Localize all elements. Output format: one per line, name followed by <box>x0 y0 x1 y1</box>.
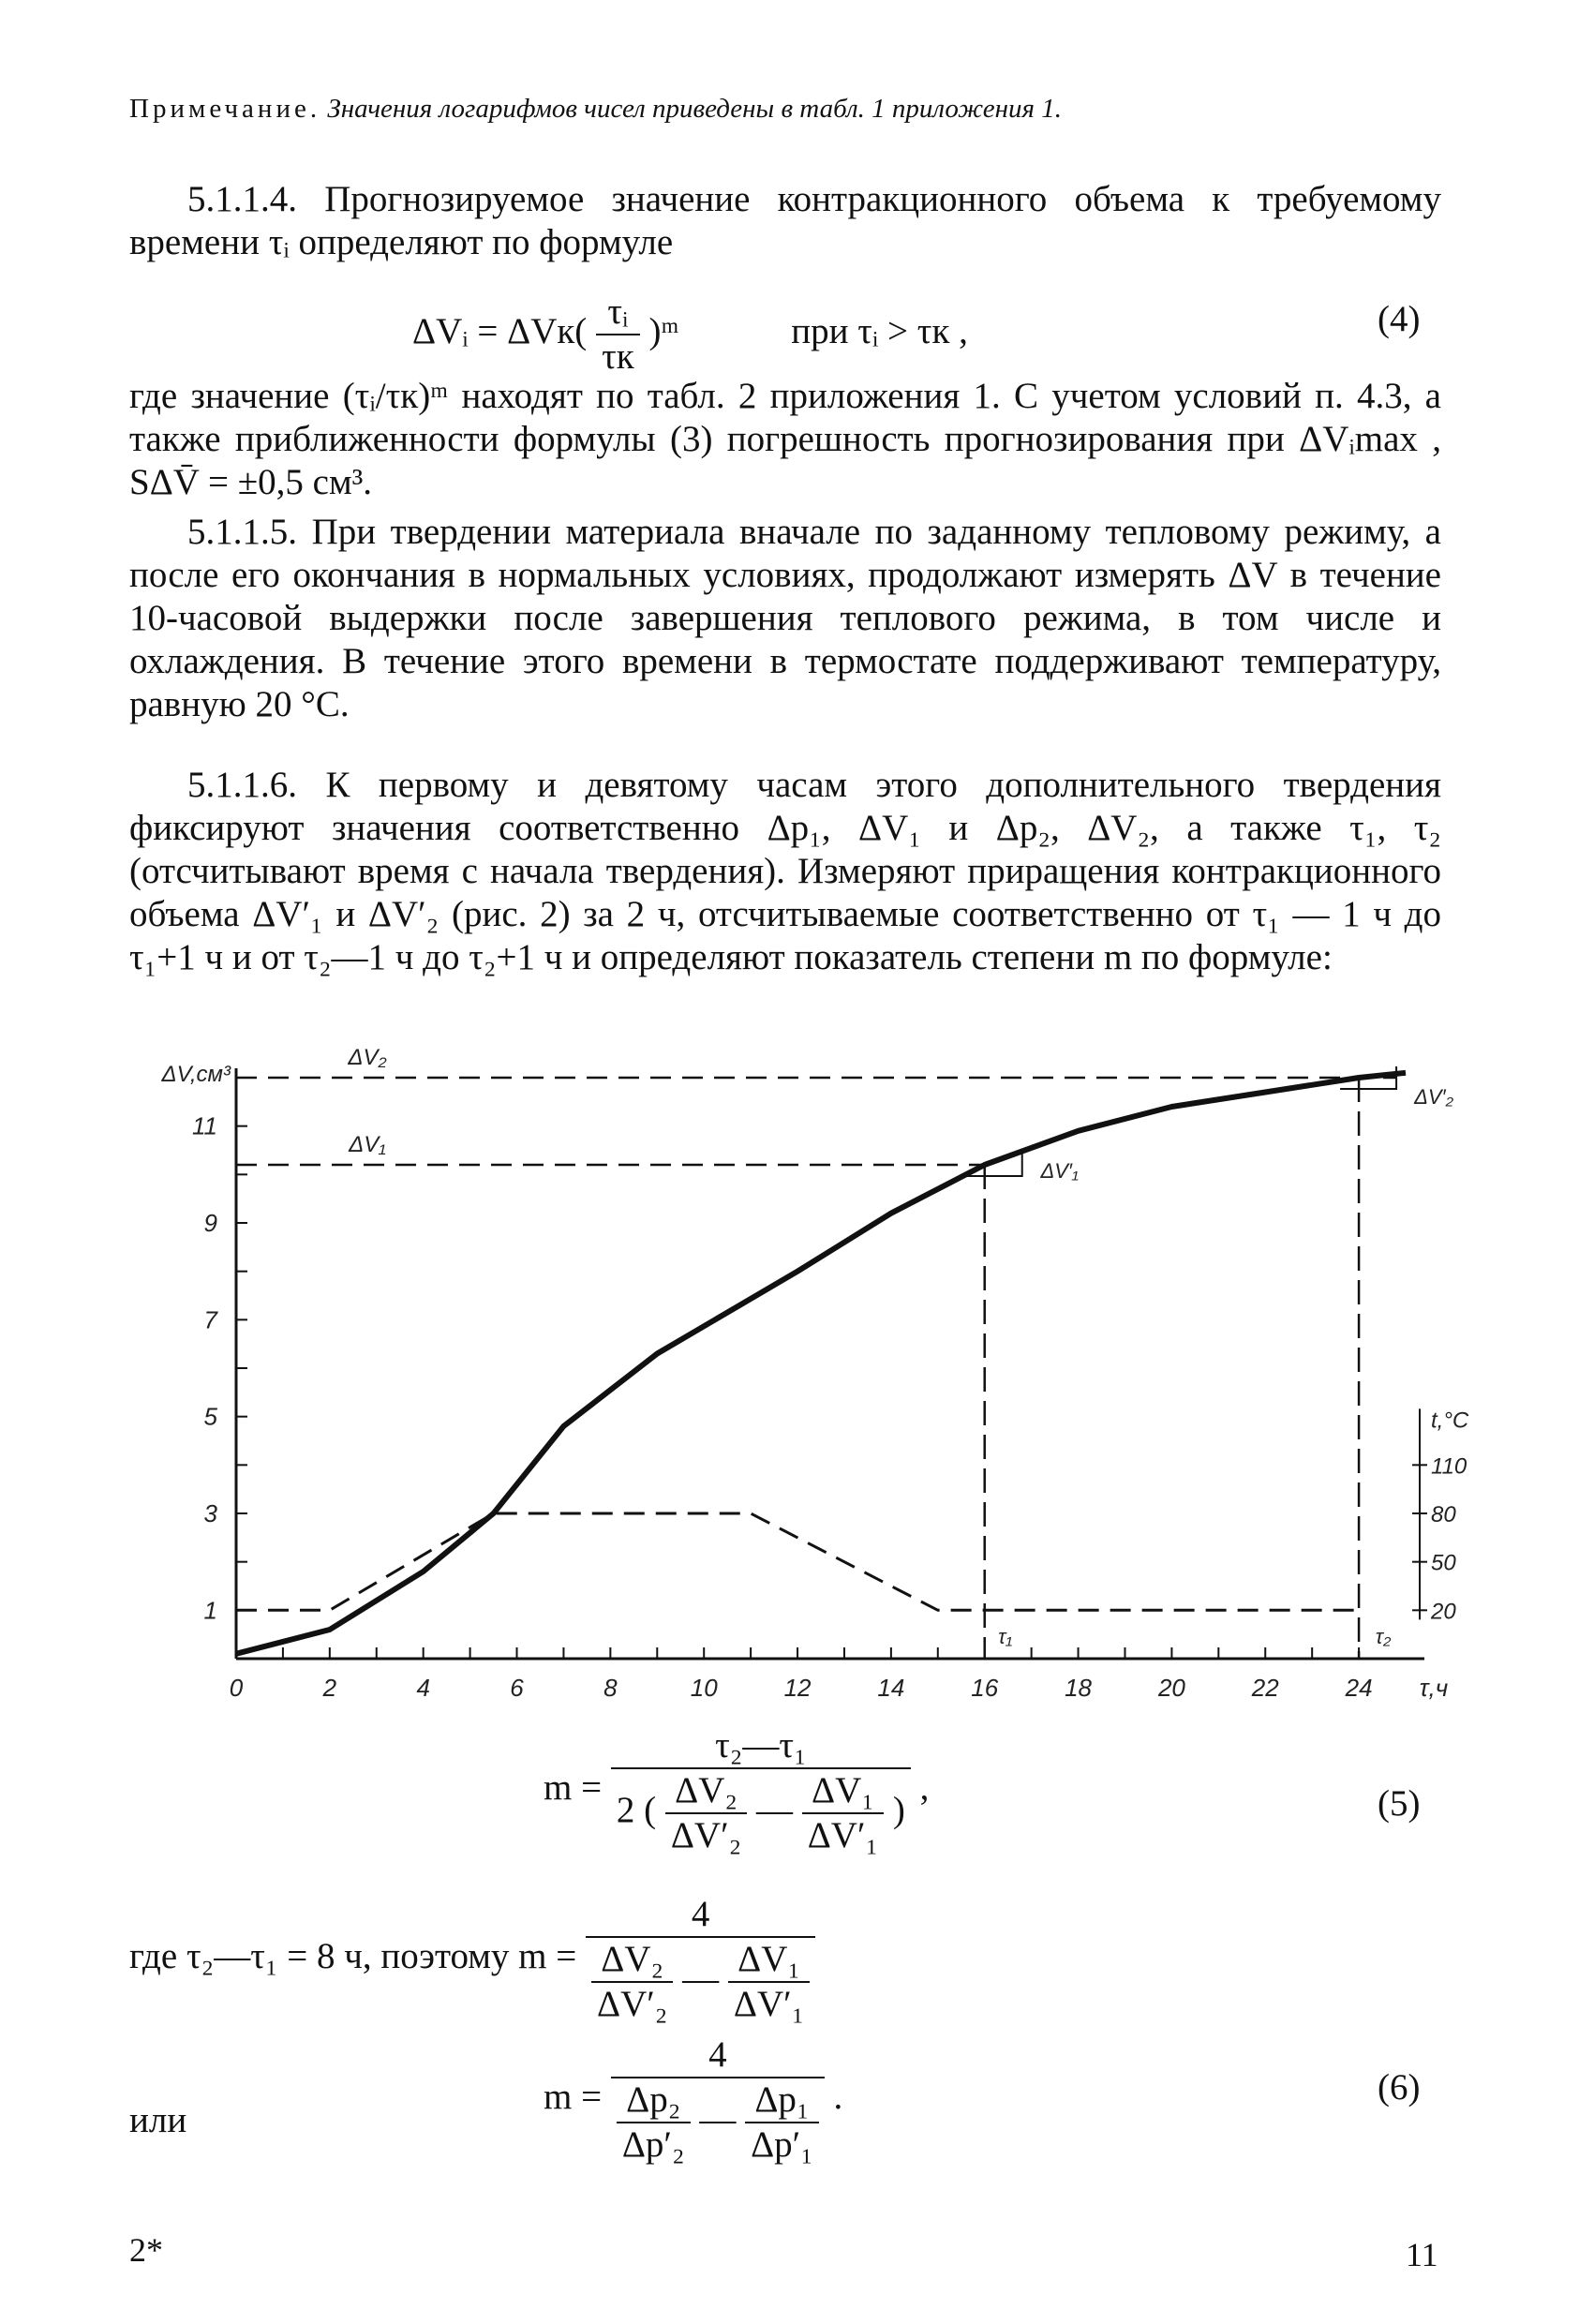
formula-4 <box>412 290 968 379</box>
formula-4-fraction <box>596 290 640 379</box>
y-tick-label: 1 <box>203 1596 217 1625</box>
y-tick-label: 7 <box>203 1305 217 1334</box>
label-dv2: ΔV₂ <box>348 1045 387 1070</box>
temperature-curve <box>236 1513 1359 1610</box>
x-tick-label: 24 <box>1345 1674 1373 1702</box>
where-den-a-den: ΔV′₂ <box>597 1984 668 2024</box>
x-tick-label: 22 <box>1251 1674 1279 1702</box>
formula-6-den-b-den: Δp′₁ <box>751 2124 813 2165</box>
y-tick-label: 3 <box>203 1499 217 1527</box>
or-label: или <box>129 2100 187 2140</box>
y-tick-label: 5 <box>203 1402 217 1431</box>
x-tick-label: 2 <box>322 1674 337 1702</box>
x-tick-label: 6 <box>510 1674 524 1702</box>
formula-5-lhs: m = <box>544 1766 603 1808</box>
formula-6: m = 4 $\frac{\text{Δp₂}}{\text{Δp′₂}}$ — $\frac{\text{Δp₁}}{\text{Δp′₁}}$ . <box>544 2034 843 2165</box>
x-tick-label: 14 <box>877 1674 905 1702</box>
figure-2-chart <box>122 1040 1471 1702</box>
label-dv1: ΔV₁ <box>349 1132 386 1157</box>
y-tick-label: 11 <box>192 1111 217 1140</box>
t-tick-label: 110 <box>1431 1453 1467 1480</box>
equation-number-6: (6) <box>1378 2067 1421 2108</box>
formula-4-power: )ᵐ <box>648 310 679 351</box>
formula-6-den: $\frac{\text{Δp₂}}{\text{Δp′₂}}$ — $\frac{\text{Δp₁}}{\text{Δp′₁}}$ <box>611 2078 825 2167</box>
x-tick-label: 16 <box>971 1674 999 1702</box>
formula-6-fraction <box>611 2034 825 2167</box>
where-num: 4 <box>586 1893 815 1938</box>
where-den-b-den: ΔV′₁ <box>733 1984 805 2024</box>
formula-6-num: 4 <box>611 2034 825 2078</box>
t-axis-label: t,°C <box>1431 1408 1469 1434</box>
formula-5-den-b-num: ΔV₁ <box>802 1769 884 1814</box>
note <box>129 90 1441 127</box>
paragraph-text: 5.1.1.5. При твердении материала вначале по заданному тепловому режиму, а после его окончания в нормальных условиях, продолжают измерять ΔV в течение 10-часовой выдержки после завершения теплового режима, в том числе и охлаждения. В течение этого времени в термостате поддерживают температуру, равную 20 °С. <box>129 512 1441 724</box>
formula-5-den-b-den: ΔV′₁ <box>807 1815 879 1855</box>
paragraph-text: 5.1.1.6. К первому и девятому часам этого дополнительного твердения фиксируют значения соответственно Δp₁, ΔV₁ и Δp₂, ΔV₂, а также τ₁, τ₂ (отсчитывают время с начала твердения). Измеряют приращения контракционного объема ΔV′₁ и ΔV′₂ (рис. 2) за 2 ч, отсчитываемые соответственно от τ₁ — 1 ч до τ₁+1 ч и от τ₂—1 ч до τ₂+1 ч и определяют показатель степени m по формуле: <box>129 765 1441 977</box>
where-den: $\frac{\text{ΔV₂}}{\text{ΔV′₂}}$ — $\frac{\text{ΔV₁}}{\text{ΔV′₁}}$ <box>586 1938 815 2026</box>
formula-5-den-a-den: ΔV′₂ <box>670 1815 742 1855</box>
note-text: Значения логарифмов чисел приведены в табл. 1 приложения 1. <box>320 94 1062 124</box>
formula-4-lhs: ΔVᵢ = ΔVк( <box>412 310 588 351</box>
t-tick-label: 20 <box>1431 1599 1456 1625</box>
where-den-b-num: ΔV₁ <box>728 1938 810 1983</box>
t-tick-label: 80 <box>1431 1502 1456 1527</box>
formula-5: m = τ₂—τ₁ 2 ( $\frac{\text{ΔV₂}}{\text{ΔV′₂}}$ — $\frac{\text{ΔV₁}}{\text{ΔV′₁}}$ ) , <box>544 1725 930 1855</box>
formula-6-den-b <box>745 2078 819 2167</box>
label-dv1-prime: ΔV′₁ <box>1040 1159 1079 1183</box>
paragraph-text: 5.1.1.4. Прогнозируемое значение контракционного объема к требуемому времени τᵢ определяют по формуле <box>129 179 1441 262</box>
t-tick-label: 50 <box>1431 1550 1456 1576</box>
label-tau2: τ₂ <box>1375 1625 1392 1648</box>
equation-number-5: (5) <box>1378 1783 1421 1824</box>
formula-6-den-a-den: Δp′₂ <box>621 2124 685 2165</box>
formula-where <box>129 1893 815 2026</box>
footer-signature-mark: 2* <box>129 2231 163 2269</box>
formula-6-lhs: m = <box>544 2076 603 2117</box>
x-axis-label: τ,ч <box>1419 1674 1449 1702</box>
formula-5-den-a-num: ΔV₂ <box>665 1769 747 1814</box>
formula-4-den: τк <box>602 336 634 377</box>
chart-layer <box>161 1045 1469 1702</box>
formula-4-condition: при τᵢ > τк , <box>791 310 968 351</box>
where-den-a <box>591 1938 673 2026</box>
x-tick-label: 20 <box>1157 1674 1185 1702</box>
formula-5-den: 2 ( $\frac{\text{ΔV₂}}{\text{ΔV′₂}}$ — $\frac{\text{ΔV₁}}{\text{ΔV′₁}}$ ) <box>616 1770 905 1855</box>
x-tick-label: 8 <box>603 1674 618 1702</box>
label-dv2-prime: ΔV′₂ <box>1414 1085 1454 1109</box>
formula-5-den-a <box>665 1769 747 1857</box>
page-number: 11 <box>1406 2236 1438 2273</box>
formula-6-den-a <box>617 2078 691 2167</box>
formula-6-den-a-num: Δp₂ <box>617 2078 691 2123</box>
formula-5-den-coef: 2 <box>616 1789 635 1830</box>
x-tick-label: 4 <box>416 1674 430 1702</box>
paragraph-text: где значение (τᵢ/τк)ᵐ находят по табл. 2 приложения 1. С учетом условий п. 4.3, а также приближенности формулы (3) погрешность прогнозирования при ΔVᵢmax , SΔV̄ = ±0,5 см³. <box>129 376 1441 502</box>
x-tick-label: 0 <box>229 1674 244 1702</box>
paragraph-5-1-1-5 <box>129 511 1441 726</box>
y-axis-label: ΔV,см³ <box>161 1062 231 1087</box>
where-text: где τ₂—τ₁ = 8 ч, поэтому m = <box>129 1935 577 1976</box>
where-den-a-num: ΔV₂ <box>591 1938 673 1983</box>
formula-4-num: τᵢ <box>596 290 640 335</box>
paragraph-5-1-1-6 <box>129 764 1441 979</box>
where-fraction <box>586 1893 815 2026</box>
paragraph-after-4 <box>129 375 1441 504</box>
formula-5-fraction <box>611 1724 911 1857</box>
note-lead: Примечание. <box>129 94 321 124</box>
formula-5-den-b <box>802 1769 884 1857</box>
where-den-b <box>728 1938 810 2026</box>
volume-curve <box>236 1073 1406 1654</box>
formula-5-num: τ₂—τ₁ <box>611 1724 911 1769</box>
x-tick-label: 10 <box>690 1674 718 1702</box>
x-tick-label: 18 <box>1065 1674 1093 1702</box>
label-tau1: τ₁ <box>998 1625 1013 1648</box>
x-tick-label: 12 <box>783 1674 812 1702</box>
y-tick-label: 9 <box>203 1209 217 1237</box>
paragraph-5-1-1-4 <box>129 178 1441 264</box>
equation-number-4: (4) <box>1378 299 1421 339</box>
formula-6-den-b-num: Δp₁ <box>745 2078 819 2123</box>
